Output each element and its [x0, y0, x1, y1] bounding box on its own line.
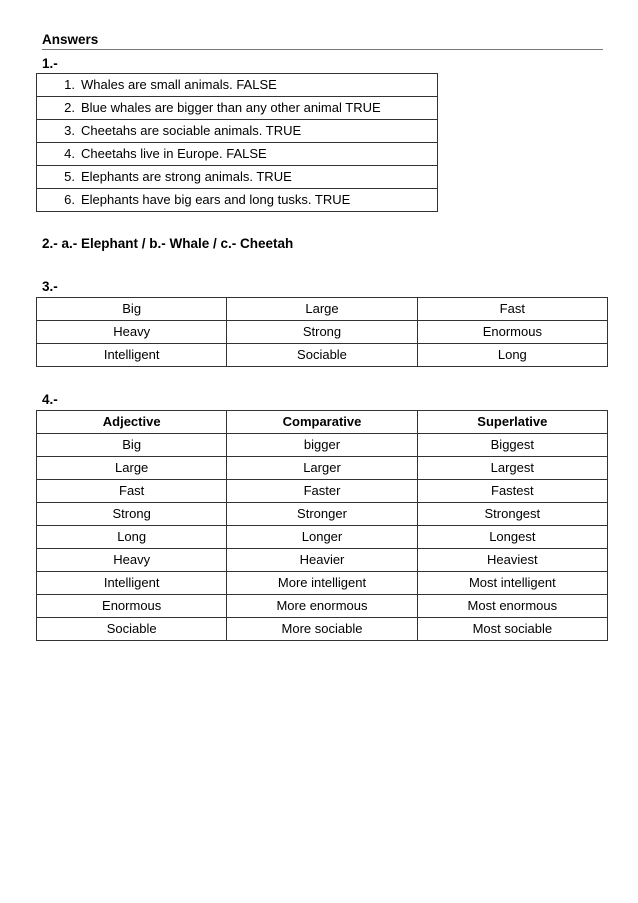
table-cell: Faster — [227, 480, 417, 503]
list-item-text: Elephants are strong animals. TRUE — [81, 169, 292, 184]
table-row — [37, 344, 608, 367]
table-row — [37, 298, 608, 321]
table-row — [37, 480, 608, 503]
table-cell: Larger — [227, 457, 417, 480]
table-cell: Fast — [37, 480, 227, 503]
list-item — [37, 119, 437, 142]
table-row — [37, 457, 608, 480]
list-item-number: 2. — [64, 100, 75, 115]
table-cell: Long — [417, 344, 607, 367]
table-row — [37, 572, 608, 595]
list-item — [37, 142, 437, 165]
table-row — [37, 526, 608, 549]
table-cell: Large — [37, 457, 227, 480]
table-cell: Strongest — [417, 503, 607, 526]
table-cell: More intelligent — [227, 572, 417, 595]
table-cell: Big — [37, 434, 227, 457]
table-header-row — [37, 411, 608, 434]
table-row — [37, 321, 608, 344]
table-cell: Most intelligent — [417, 572, 607, 595]
table-row — [37, 595, 608, 618]
table-cell: Intelligent — [37, 572, 227, 595]
table-cell: Stronger — [227, 503, 417, 526]
table-cell: Large — [227, 298, 417, 321]
column-header-adjective: Adjective — [37, 411, 227, 434]
true-false-list — [36, 73, 438, 212]
section-1-label: 1.- — [42, 56, 58, 71]
list-item-number: 4. — [64, 146, 75, 161]
answers-title: Answers — [42, 32, 99, 47]
table-cell: Heavy — [37, 549, 227, 572]
comparison-table — [36, 410, 608, 641]
list-item — [37, 165, 437, 188]
table-row — [37, 434, 608, 457]
section-2-answer: 2.- a.- Elephant / b.- Whale / c.- Cheetah — [42, 236, 294, 251]
table-cell: Strong — [227, 321, 417, 344]
table-row — [37, 503, 608, 526]
table-cell: bigger — [227, 434, 417, 457]
list-item-number: 5. — [64, 169, 75, 184]
list-item-number: 1. — [64, 77, 75, 92]
list-item-text: Cheetahs live in Europe. FALSE — [81, 146, 267, 161]
section-3-label: 3.- — [42, 279, 58, 294]
list-item — [37, 188, 437, 211]
table-cell: Enormous — [417, 321, 607, 344]
table-cell: Heaviest — [417, 549, 607, 572]
table-cell: Longest — [417, 526, 607, 549]
table-cell: Fastest — [417, 480, 607, 503]
list-item-text: Cheetahs are sociable animals. TRUE — [81, 123, 302, 138]
table-cell: Heavier — [227, 549, 417, 572]
column-header-superlative: Superlative — [417, 411, 607, 434]
list-item-number: 6. — [64, 192, 75, 207]
section-4-label: 4.- — [42, 392, 58, 407]
list-item-text: Blue whales are bigger than any other animal TRUE — [81, 100, 381, 115]
table-cell: More enormous — [227, 595, 417, 618]
table-cell: Big — [37, 298, 227, 321]
table-row — [37, 618, 608, 641]
table-cell: Biggest — [417, 434, 607, 457]
list-item — [37, 96, 437, 119]
list-item-text: Elephants have big ears and long tusks. TRUE — [81, 192, 351, 207]
title-divider — [42, 49, 603, 50]
table-cell: More sociable — [227, 618, 417, 641]
table-cell: Most enormous — [417, 595, 607, 618]
column-header-comparative: Comparative — [227, 411, 417, 434]
table-cell: Longer — [227, 526, 417, 549]
table-row — [37, 549, 608, 572]
word-table — [36, 297, 608, 367]
table-cell: Fast — [417, 298, 607, 321]
table-cell: Intelligent — [37, 344, 227, 367]
table-cell: Most sociable — [417, 618, 607, 641]
table-cell: Sociable — [37, 618, 227, 641]
table-cell: Largest — [417, 457, 607, 480]
table-cell: Long — [37, 526, 227, 549]
table-cell: Enormous — [37, 595, 227, 618]
list-item-number: 3. — [64, 123, 75, 138]
list-item-text: Whales are small animals. FALSE — [81, 77, 277, 92]
table-cell: Strong — [37, 503, 227, 526]
list-item — [37, 74, 437, 96]
table-cell: Sociable — [227, 344, 417, 367]
table-cell: Heavy — [37, 321, 227, 344]
